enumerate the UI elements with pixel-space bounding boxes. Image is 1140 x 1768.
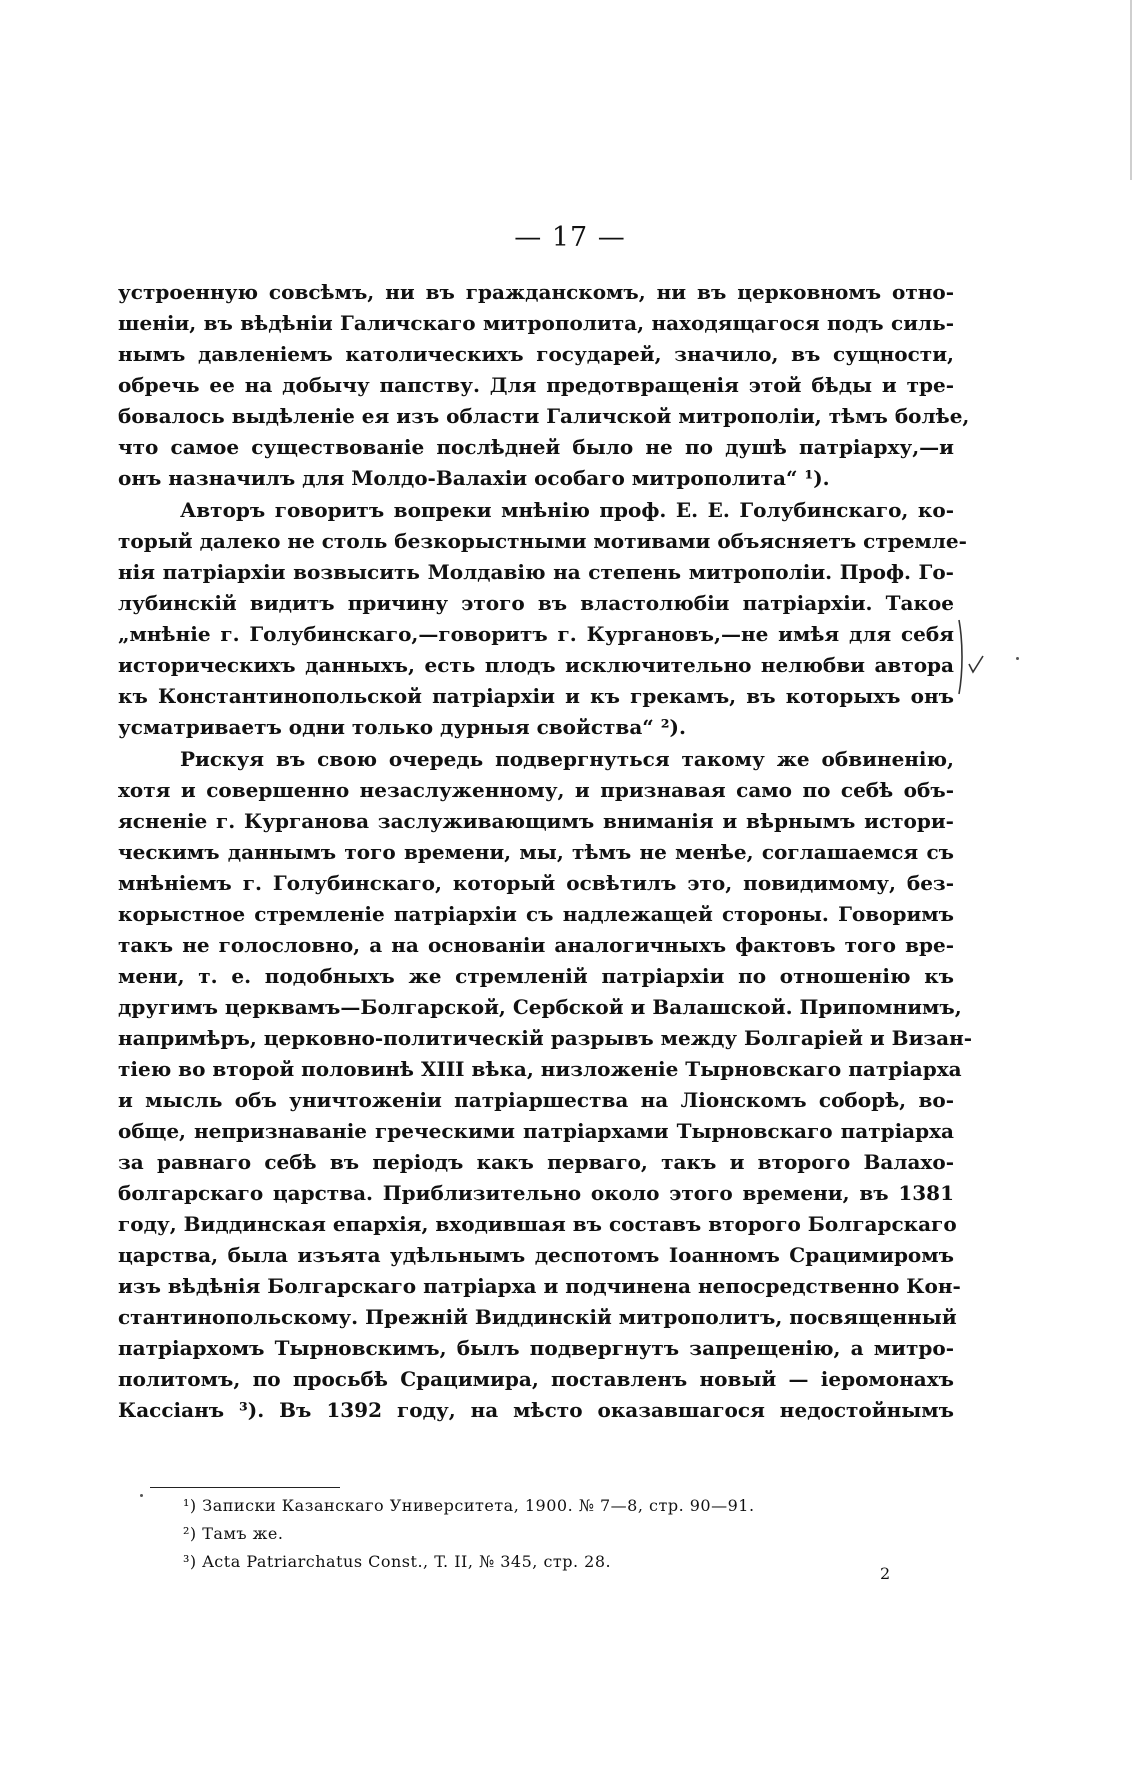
text-line: и мысль объ уничтоженіи патріаршества на Ліонскомъ соборѣ, во- xyxy=(118,1088,954,1112)
text-line: корыстное стремленіе патріархіи съ надлежащей стороны. Говоримъ xyxy=(118,902,954,926)
text-line: историческихъ данныхъ, есть плодъ исключительно нелюбви автора xyxy=(118,653,954,677)
scan-speck xyxy=(1016,657,1019,660)
text-line: усматриваетъ одни только дурныя свойства“ ²). xyxy=(118,715,686,739)
footnote-item: ¹) Записки Казанскаго Университета, 1900. № 7—8, стр. 90—91. xyxy=(183,1496,755,1515)
text-line: устроенную совсѣмъ, ни въ гражданскомъ, ни въ церковномъ отно- xyxy=(118,280,954,304)
text-line: политомъ, по просьбѣ Срацимира, поставленъ новый — іеромонахъ xyxy=(118,1367,954,1391)
text-line: хотя и совершенно незаслуженному, и признавая само по себѣ объ- xyxy=(118,778,954,802)
text-line: что самое существованіе послѣдней было не по душѣ патріарху,—и xyxy=(118,435,954,459)
text-line: за равнаго себѣ въ періодъ какъ перваго, такъ и второго Валахо- xyxy=(118,1150,954,1174)
text-line: Рискуя въ свою очередь подвергнуться такому же обвиненію, xyxy=(180,747,954,771)
margin-check-mark-icon xyxy=(957,612,987,706)
text-line: торый далеко не столь безкорыстными мотивами объясняетъ стремле- xyxy=(118,529,967,553)
text-line: Кассіанъ ³). Въ 1392 году, на мѣсто оказавшагося недостойнымъ xyxy=(118,1398,954,1422)
footnotes xyxy=(183,1492,755,1576)
text-line: обще, непризнаваніе греческими патріархами Тырновскаго патріарха xyxy=(118,1119,954,1143)
footnote-divider xyxy=(150,1487,340,1488)
text-line: онъ назначилъ для Молдо-Валахіи особаго митрополита“ ¹). xyxy=(118,466,830,490)
text-line: изъ вѣдѣнія Болгарскаго патріарха и подчинена непосредственно Кон- xyxy=(118,1274,961,1298)
text-line: тіею во второй половинѣ XIII вѣка, низложеніе Тырновскаго патріарха xyxy=(118,1057,962,1081)
text-line: „мнѣніе г. Голубинскаго,—говоритъ г. Кургановъ,—не имѣя для себя xyxy=(118,622,954,646)
text-line: ческимъ даннымъ того времени, мы, тѣмъ не менѣе, соглашаемся съ xyxy=(118,840,954,864)
text-line: ясненіе г. Курганова заслуживающимъ вниманія и вѣрнымъ истори- xyxy=(118,809,954,833)
footnote-item: ²) Тамъ же. xyxy=(183,1524,284,1543)
text-line: патріархомъ Тырновскимъ, былъ подвергнутъ запрещенію, а митро- xyxy=(118,1336,954,1360)
text-line: такъ не голословно, а на основаніи аналогичныхъ фактовъ того вре- xyxy=(118,933,954,957)
text-line: лубинскій видитъ причину этого въ властолюбіи патріархіи. Такое xyxy=(118,591,954,615)
scan-speck xyxy=(140,1494,143,1497)
text-line: къ Константинопольской патріархіи и къ грекамъ, въ которыхъ онъ xyxy=(118,684,954,708)
text-line: царства, была изъята удѣльнымъ деспотомъ Іоанномъ Срацимиромъ xyxy=(118,1243,954,1267)
text-line: другимъ церквамъ—Болгарской, Сербской и Валашской. Припомнимъ, xyxy=(118,995,962,1019)
text-line: болгарскаго царства. Приблизительно около этого времени, въ 1381 xyxy=(118,1181,954,1205)
text-line: бовалось выдѣленіе ея изъ области Галичской митрополіи, тѣмъ болѣе, xyxy=(118,404,970,428)
text-line: обречь ее на добычу папству. Для предотвращенія этой бѣды и тре- xyxy=(118,373,954,397)
text-line: шеніи, въ вѣдѣніи Галичскаго митрополита, находящагося подъ силь- xyxy=(118,311,954,335)
text-line: мени, т. е. подобныхъ же стремленій патріархіи по отношенію къ xyxy=(118,964,954,988)
footnote-item: ³) Acta Patriarchatus Const., T. II, № 345, стр. 28. xyxy=(183,1552,612,1571)
text-line: нымъ давленіемъ католическихъ государей, значило, въ сущности, xyxy=(118,342,954,366)
text-line: напримѣръ, церковно-политическій разрывъ между Болгаріей и Визан- xyxy=(118,1026,973,1050)
signature-mark: 2 xyxy=(880,1564,891,1583)
text-line: стантинопольскому. Прежній Виддинскій митрополитъ, посвященный xyxy=(118,1305,957,1329)
text-line: году, Виддинская епархія, входившая въ составъ второго Болгарскаго xyxy=(118,1212,957,1236)
page-number: — 17 — xyxy=(514,222,626,253)
text-line: мнѣніемъ г. Голубинскаго, который освѣтилъ это, повидимому, без- xyxy=(118,871,954,895)
text-line: нія патріархіи возвысить Молдавію на степень митрополіи. Проф. Го- xyxy=(118,560,954,584)
scan-edge-shadow xyxy=(1130,0,1132,180)
text-line: Авторъ говоритъ вопреки мнѣнію проф. Е. Е. Голубинскаго, ко- xyxy=(180,498,954,522)
